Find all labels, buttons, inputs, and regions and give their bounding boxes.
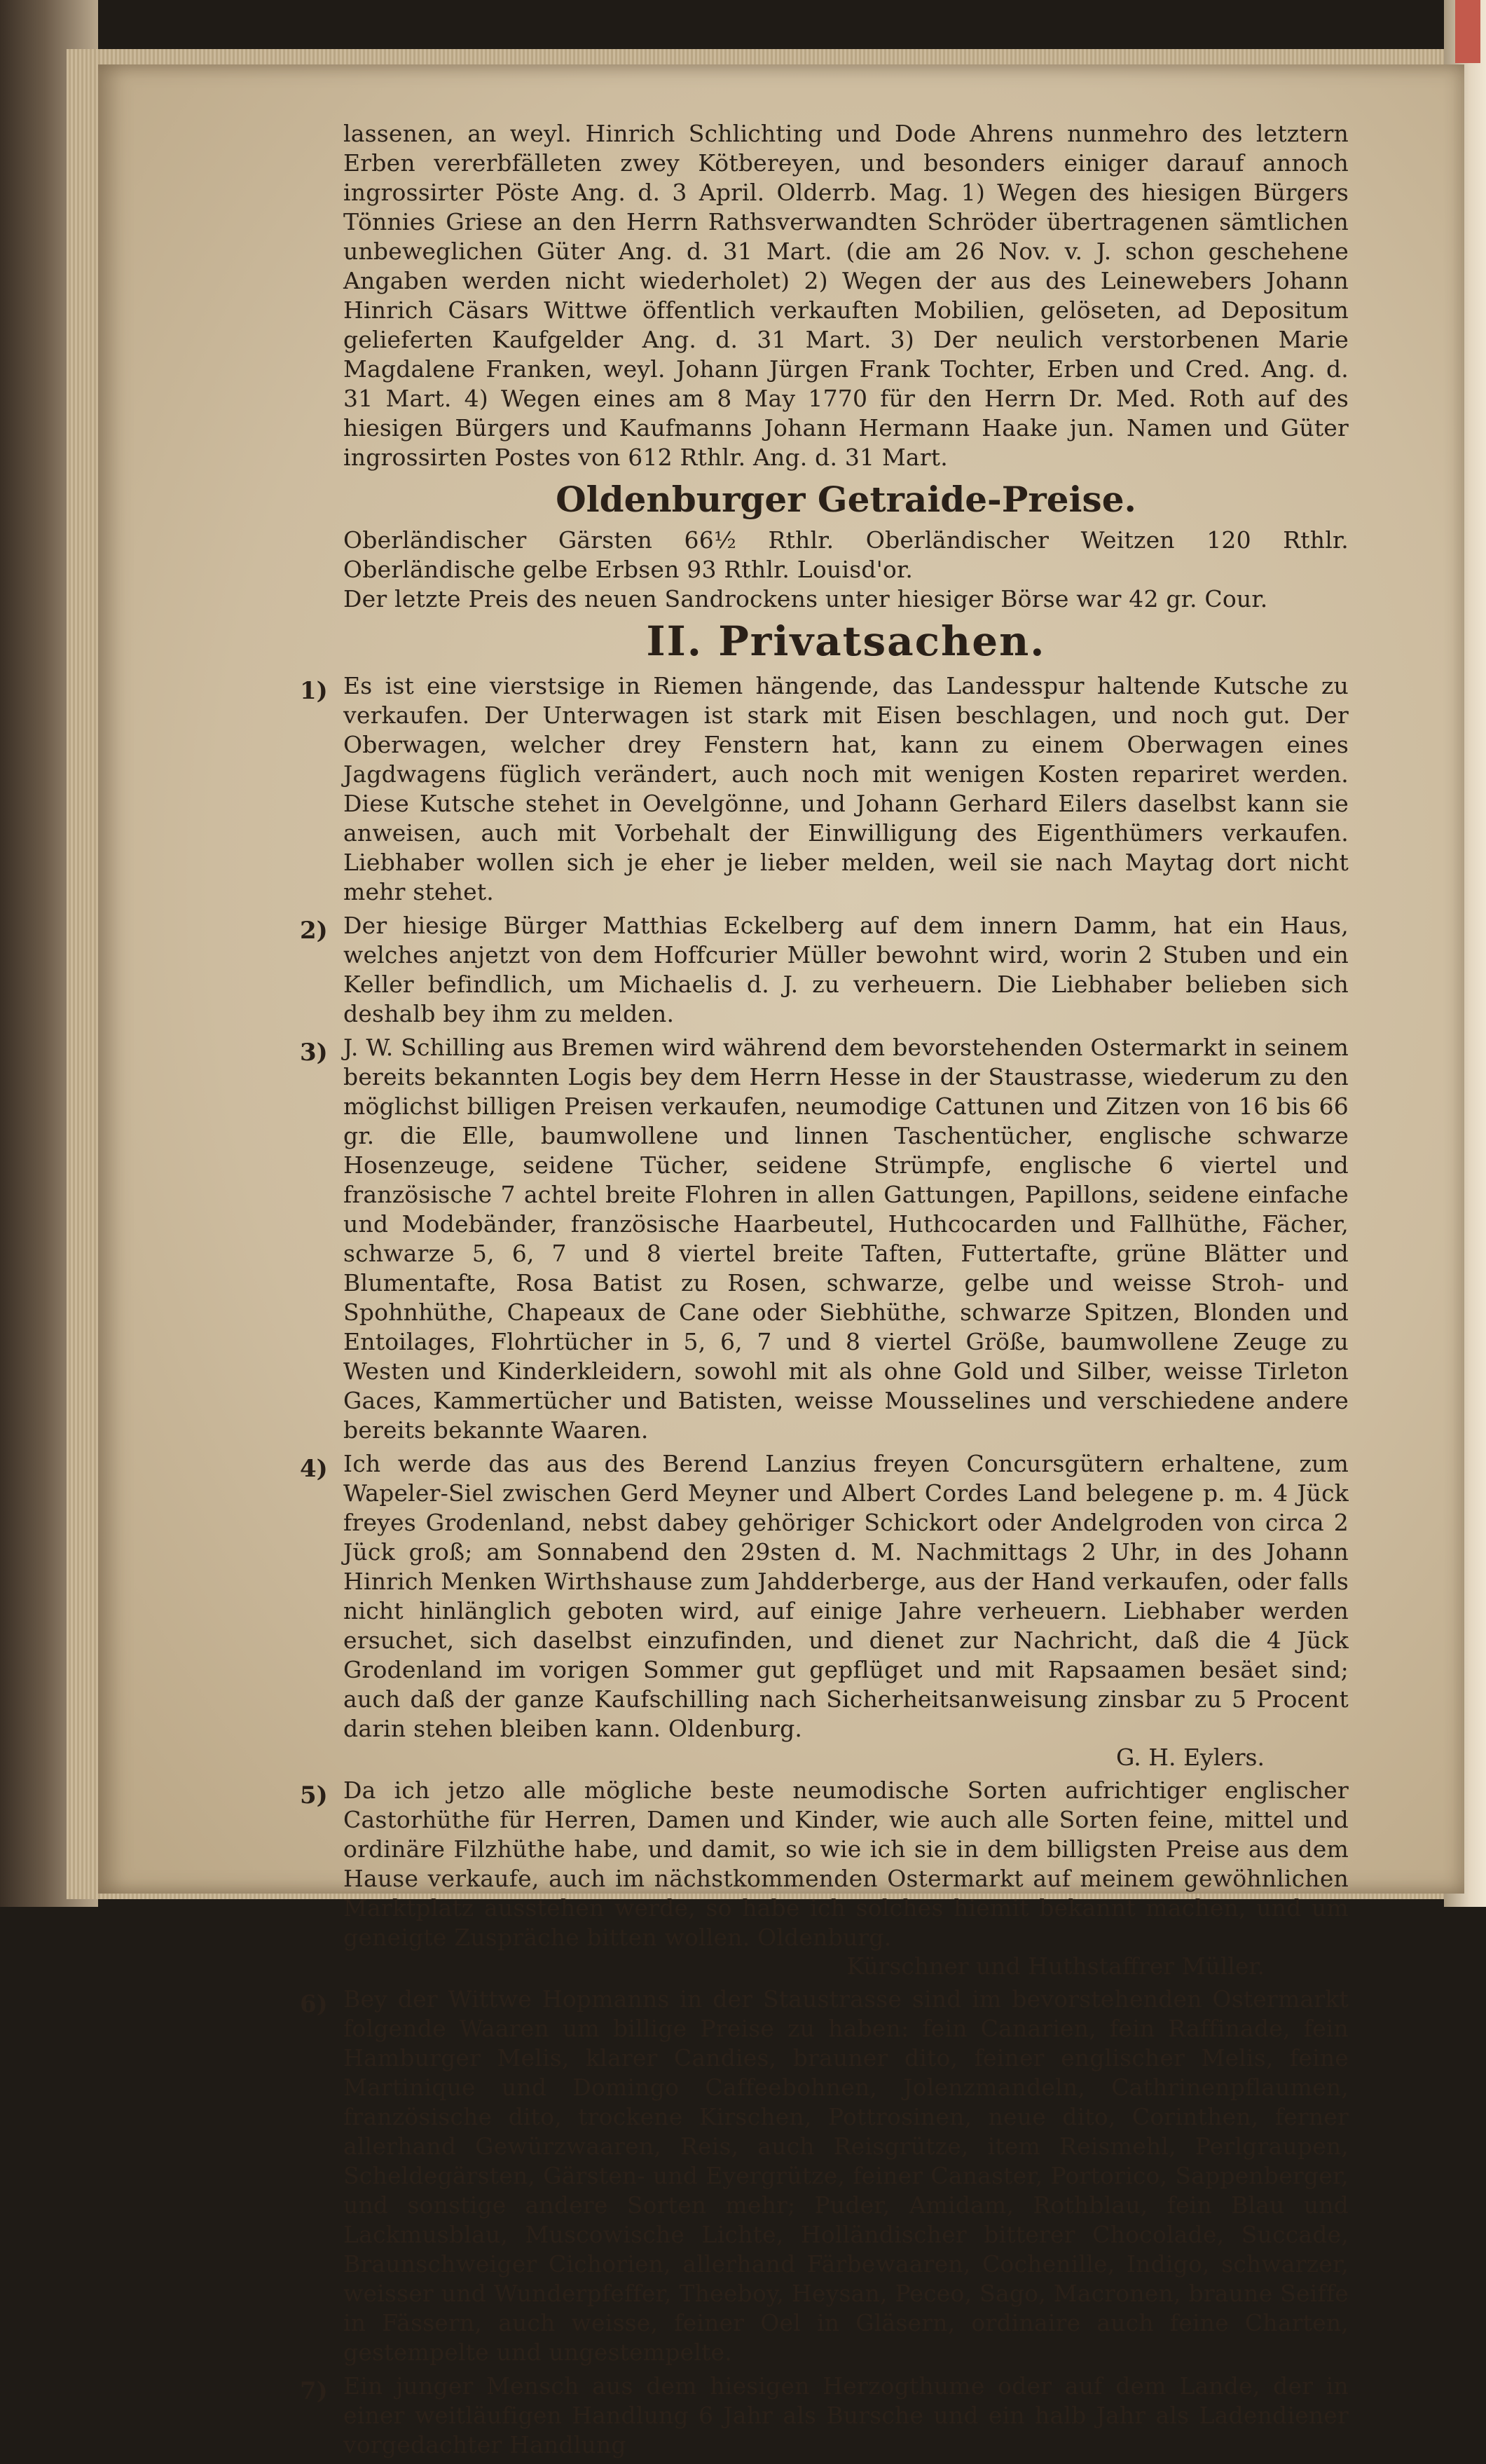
entry-number: 4) [300, 1455, 328, 1483]
entry-number: 6) [300, 1990, 328, 2018]
entry-number: 3) [300, 1039, 328, 1067]
red-bookmark [1455, 0, 1480, 63]
entry-4 [300, 1449, 1349, 1772]
opening-paragraph: lassenen, an weyl. Hinrich Schlichting und Dode Ahrens nunmehro des letztern Erben vererbfälleten zwey Kötbereyen, und besonders einiger darauf annoch ingrossirter Pöste Ang. d. 3 April. Olderrb. Mag. 1) Wegen des hiesigen Bürgers Tönnies Griese an den Herrn Rathsverwandten Schröder übertragenen sämtlichen unbeweglichen Güter Ang. d. 31 Mart. (die am 26 Nov. v. J. schon geschehene Angaben werden nicht wiederholet) 2) Wegen der aus des Leinewebers Johann Hinrich Cäsars Wittwe öffentlich verkauften Mobilien, gelöseten, ad Depositum gelieferten Kaufgelder Ang. d. 31 Mart. 3) Der neulich verstorbenen Marie Magdalene Franken, weyl. Johann Jürgen Frank Tochter, Erben und Cred. Ang. d. 31 Mart. 4) Wegen eines am 8 May 1770 für den Herrn Dr. Med. Roth auf des hiesigen Bürgers und Kaufmanns Johann Hermann Haake jun. Namen und Güter ingrossirten Postes von 612 Rthlr. Ang. d. 31 Mart. [343, 120, 1349, 471]
entry-number: 1) [300, 677, 328, 705]
prices-line-1: Oberländischer Gärsten 66½ Rthlr. Oberländischer Weitzen 120 Rthlr. Oberländische gelbe Erbsen 93 Rthlr. Louisd'or. [343, 526, 1349, 583]
entry-number: 5) [300, 1781, 328, 1809]
entry-7 [300, 2371, 1349, 2460]
entry-text: Ein junger Mensch aus dem hiesigen Herzogthume oder auf dem Lande, der in einer weitläufigen Handlung 6 Jahr als Bursche und ein halb Jahr als Ladendiener vorgedachter Handlung [343, 2372, 1349, 2458]
entry-text: Ich werde das aus des Berend Lanzius freyen Concursgütern erhaltene, zum Wapeler-Siel zwischen Gerd Meyner und Albert Cordes Land belegene p. m. 4 Jück freyes Grodenland, nebst dabey gehöriger Schickort oder Andelgroden von circa 2 Jück groß; am Sonnabend den 29sten d. M. Nachmittags 2 Uhr, in des Johann Hinrich Menken Wirthshause zum Jahdderberge, aus der Hand verkaufen, oder falls nicht hinlänglich geboten wird, auf einige Jahre verheuern. Liebhaber werden ersuchet, sich daselbst einzufinden, und dienet zur Nachricht, daß die 4 Jück Grodenland im vorigen Sommer gut gepflüget und mit Rapsaamen besäet sind; auch daß der ganze Kaufschilling nach Sicherheitsanweisung zinsbar zu 5 Procent darin stehen bleiben kann. Oldenburg. [343, 1450, 1349, 1742]
section-title: II. Privatsachen. [646, 617, 1046, 665]
entry-number: 7) [300, 2377, 328, 2405]
entry-number: 2) [300, 917, 328, 945]
prices-line-2: Der letzte Preis des neuen Sandrockens unter hiesiger Börse war 42 gr. Cour. [343, 585, 1268, 612]
entry-text: J. W. Schilling aus Bremen wird während dem bevorstehenden Ostermarkt in seinem bereits bekannten Logis bey dem Herrn Hesse in der Staustrasse, wiederum zu den möglichst billigen Preisen verkaufen, neumodige Cattunen und Zitzen von 16 bis 66 gr. die Elle, baumwollene und linnen Taschentücher, englische schwarze Hosenzeuge, seidene Tücher, seidene Strümpfe, englische 6 viertel und französische 7 achtel breite Flohren in allen Gattungen, Papillons, seidene einfache und Modebänder, französische Haarbeutel, Huthcocarden und Fallhüthe, Fächer, schwarze 5, 6, 7 und 8 viertel breite Taften, Futtertafte, grüne Blätter und Blumentafte, Rosa Batist zu Rosen, schwarze, gelbe und weisse Stroh- und Spohnhüthe, Chapeaux de Cane oder Siebhüthe, schwarze Spitzen, Blonden und Entoilages, Flohrtücher in 5, 6, 7 und 8 viertel Größe, baumwollene Zeuge zu Westen und Kinderkleidern, sowohl mit als ohne Gold und Silber, weisse Tirleton Gaces, Kammertücher und Batisten, weisse Mousselines und verschiedene andere bereits bekannte Waaren. [343, 1034, 1349, 1444]
entry-text: Es ist eine vierstsige in Riemen hängende, das Landesspur haltende Kutsche zu verkaufen. Der Unterwagen ist stark mit Eisen beschlagen, und noch gut. Der Oberwagen, welcher drey Fenstern hat, kann zu einem Oberwagen eines Jagdwagens füglich verändert, auch noch mit wenigen Kosten repariret werden. Diese Kutsche stehet in Oevelgönne, und Johann Gerhard Eilers daselbst kann sie anweisen, auch mit Vorbehalt der Einwilligung des Eigenthümers verkaufen. Liebhaber wollen sich je eher je lieber melden, weil sie nach Maytag dort nicht mehr stehet. [343, 672, 1349, 905]
entry-text: Da ich jetzo alle mögliche beste neumodische Sorten aufrichtiger englischer Castorhüthe für Herren, Damen und Kinder, wie auch alle Sorten feine, mittel und ordinäre Filzhüthe habe, und damit, so wie ich sie in dem billigsten Preise aus dem Hause verkaufe, auch im nächstkommenden Ostermarkt auf meinem gewöhnlichen Marktplatz ausstehen werde, so habe ich solches hiemit bekannt machen, und um geneigte Zuspräche bitten wollen. Oldenburg. [343, 1777, 1349, 1951]
entry-text: Bey der Wittwe Hopmanns in der Staustrasse sind im bevorstehenden Ostermarkt folgende Waaren um billige Preise zu haben: fein Canarien, fein Raffinade, fein Hamburger Melis, klarer Candies, brauner dito, feiner englischer Melis, feine Martinique und Domingo Caffeebohnen, Jolenzmandeln, Cathrinenpflaumen, französische dito, trockene Kirschen, Pottrosinen, neue dito, Corinthen, ferner allerhand Gewürzwaaren, Reis, auch Reisgrütze, item Reismehl, Perlgraupen, Scheldegärsten, Gärsten- und Eyergrütze, feiner Canaster, Portorico, Sappenberger, und sonstige andere Sorten mehr; Puder, Amidam, Rothblau, fein Blau und Lackmusblau, Muscowische Lichte, Holländischer bitterer Chocolade, Succade, Braunschweiger Cichorien, allerhand Färbewaaren, Cochenille, Indigo, schwarzer, weisser und Wunderpfeffer, Theeboy, Heysan, Peceo, Sago, Macronen, braune Seiffe in Fässern, auch weisse, feiner Oel in Gläsern, ordinaire auch feine Charten, gestempelte und ungestempelte. [343, 1985, 1349, 2366]
entry-1 [300, 671, 1349, 907]
entry-signature: Kürschner und Huthstaffrer Müller. [846, 1952, 1265, 1980]
page-text [300, 119, 1349, 2464]
entry-signature: G. H. Eylers. [1116, 1744, 1265, 1771]
entry-6 [300, 1985, 1349, 2367]
entry-5 [300, 1776, 1349, 1980]
entry-2 [300, 911, 1349, 1029]
entry-text: Der hiesige Bürger Matthias Eckelberg auf dem innern Damm, hat ein Haus, welches anjetzt von dem Hoffcurier Müller bewohnt wird, worin 2 Stuben und ein Keller befindlich, um Michaelis d. J. zu verheuern. Die Liebhaber belieben sich deshalb bey ihm zu melden. [343, 912, 1349, 1027]
prices-heading: Oldenburger Getraide-Preise. [556, 479, 1136, 520]
entry-3 [300, 1033, 1349, 1445]
